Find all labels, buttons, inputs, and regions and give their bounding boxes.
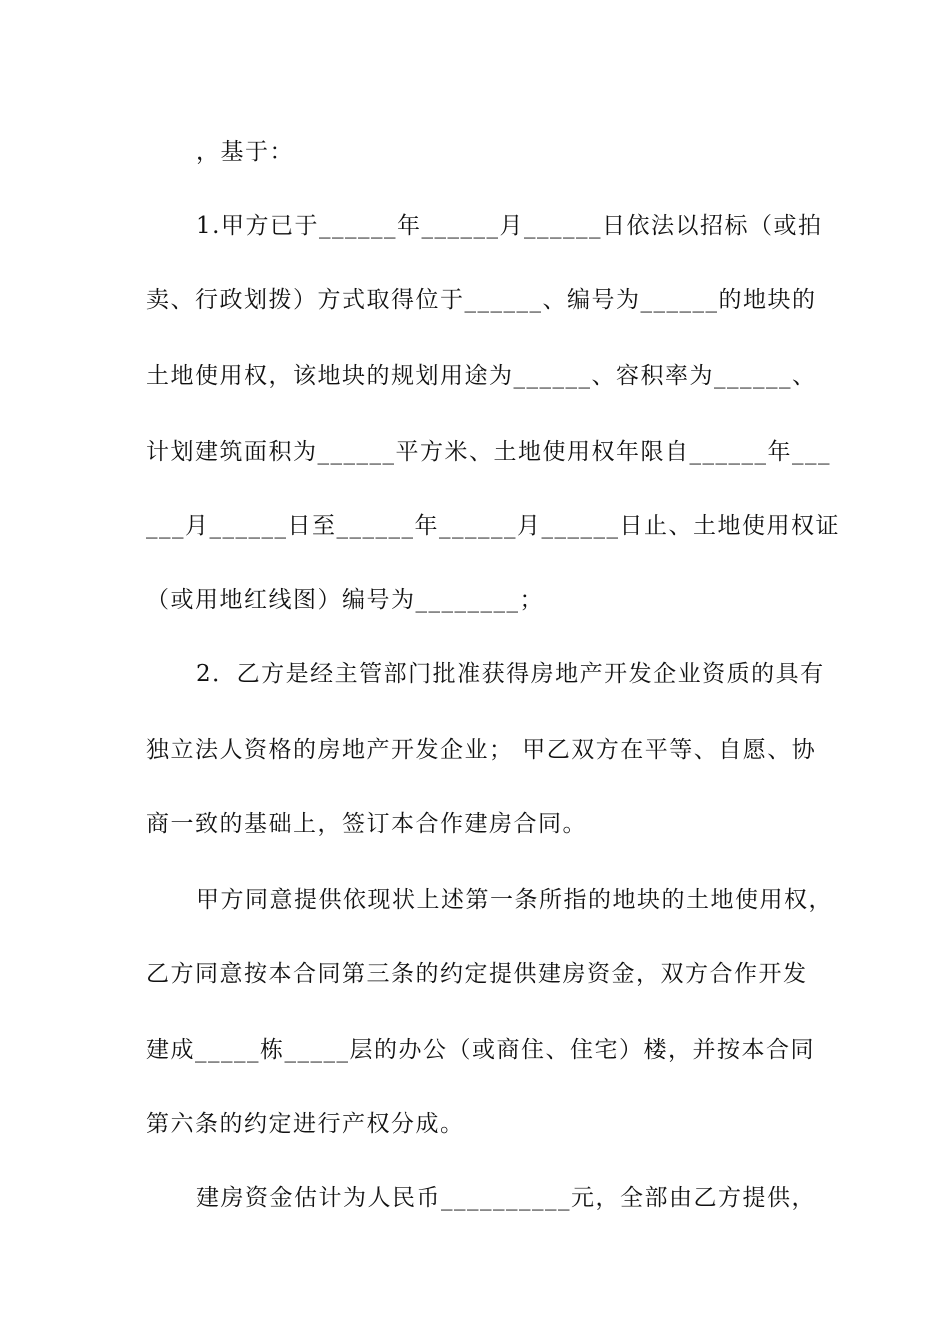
paragraph-line: 建房资金估计为人民币__________元，全部由乙方提供， <box>196 1185 816 1211</box>
paragraph-line: （或用地红线图）编号为________； <box>146 587 544 613</box>
paragraph-line: 独立法人资格的房地产开发企业； 甲乙双方在平等、自愿、协 <box>146 737 817 763</box>
paragraph-line: 土地使用权，该地块的规划用途为______、容积率为______、 <box>146 363 817 389</box>
paragraph-line: 1.甲方已于______年______月______日依法以招标（或拍 <box>196 213 823 239</box>
paragraph-line: 甲方同意提供依现状上述第一条所指的地块的土地使用权， <box>196 887 833 913</box>
paragraph-line: 卖、行政划拨）方式取得位于______、编号为______的地块的 <box>146 287 817 313</box>
paragraph-line: 商一致的基础上，签订本合作建房合同。 <box>146 811 587 837</box>
paragraph-line: ，基于： <box>196 139 294 165</box>
paragraph-line: 乙方同意按本合同第三条的约定提供建房资金，双方合作开发 <box>146 961 808 987</box>
paragraph-line: 2．乙方是经主管部门批准获得房地产开发企业资质的具有 <box>196 661 825 687</box>
paragraph-line: 第六条的约定进行产权分成。 <box>146 1111 465 1137</box>
paragraph-line: ___月______日至______年______月______日止、土地使用权证 <box>146 513 840 539</box>
paragraph-line: 建成_____栋_____层的办公（或商住、住宅）楼，并按本合同 <box>146 1037 815 1063</box>
paragraph-line: 计划建筑面积为______平方米、土地使用权年限自______年___ <box>146 439 831 465</box>
